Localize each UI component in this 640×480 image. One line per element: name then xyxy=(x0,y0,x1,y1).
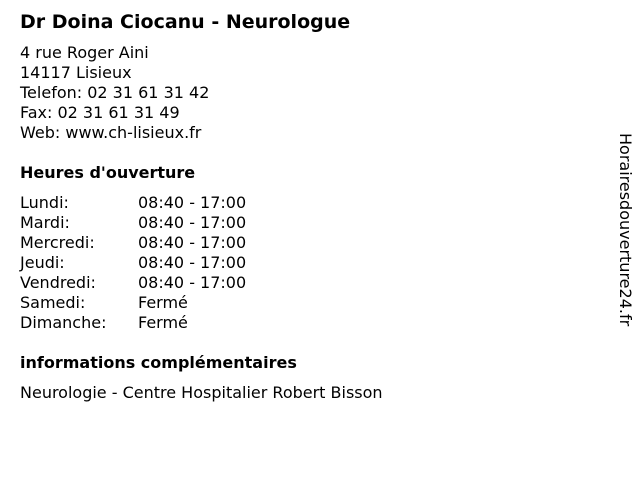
hours-row-thursday xyxy=(20,253,420,273)
hours-row-wednesday xyxy=(20,233,420,253)
hours-row-tuesday xyxy=(20,213,420,233)
page-title: Dr Doina Ciocanu - Neurologue xyxy=(20,11,351,33)
day-label: Dimanche: xyxy=(20,313,107,332)
hours-row-sunday xyxy=(20,313,420,333)
time-value: 08:40 - 17:00 xyxy=(138,193,247,212)
site-watermark: Horairesdouverture24.fr xyxy=(616,133,635,327)
address-block xyxy=(20,43,209,143)
city: 14117 Lisieux xyxy=(20,63,132,82)
time-value: 08:40 - 17:00 xyxy=(138,233,247,252)
day-label: Samedi: xyxy=(20,293,86,312)
time-value: 08:40 - 17:00 xyxy=(138,273,247,292)
time-value: 08:40 - 17:00 xyxy=(138,213,247,232)
day-label: Lundi: xyxy=(20,193,69,212)
opening-hours-heading: Heures d'ouverture xyxy=(20,163,196,182)
day-label: Jeudi: xyxy=(20,253,65,272)
time-value: 08:40 - 17:00 xyxy=(138,253,247,272)
phone-number: Telefon: 02 31 61 31 42 xyxy=(20,83,210,102)
additional-info-heading: informations complémentaires xyxy=(20,353,297,372)
day-label: Mardi: xyxy=(20,213,70,232)
hours-row-saturday xyxy=(20,293,420,313)
time-value: Fermé xyxy=(138,313,188,332)
opening-hours-table xyxy=(20,193,420,333)
additional-info-text: Neurologie - Centre Hospitalier Robert Bisson xyxy=(20,383,383,402)
day-label: Vendredi: xyxy=(20,273,96,292)
hours-row-monday xyxy=(20,193,420,213)
day-label: Mercredi: xyxy=(20,233,95,252)
street-address: 4 rue Roger Aini xyxy=(20,43,149,62)
fax-number: Fax: 02 31 61 31 49 xyxy=(20,103,180,122)
time-value: Fermé xyxy=(138,293,188,312)
website: Web: www.ch-lisieux.fr xyxy=(20,123,202,142)
hours-row-friday xyxy=(20,273,420,293)
